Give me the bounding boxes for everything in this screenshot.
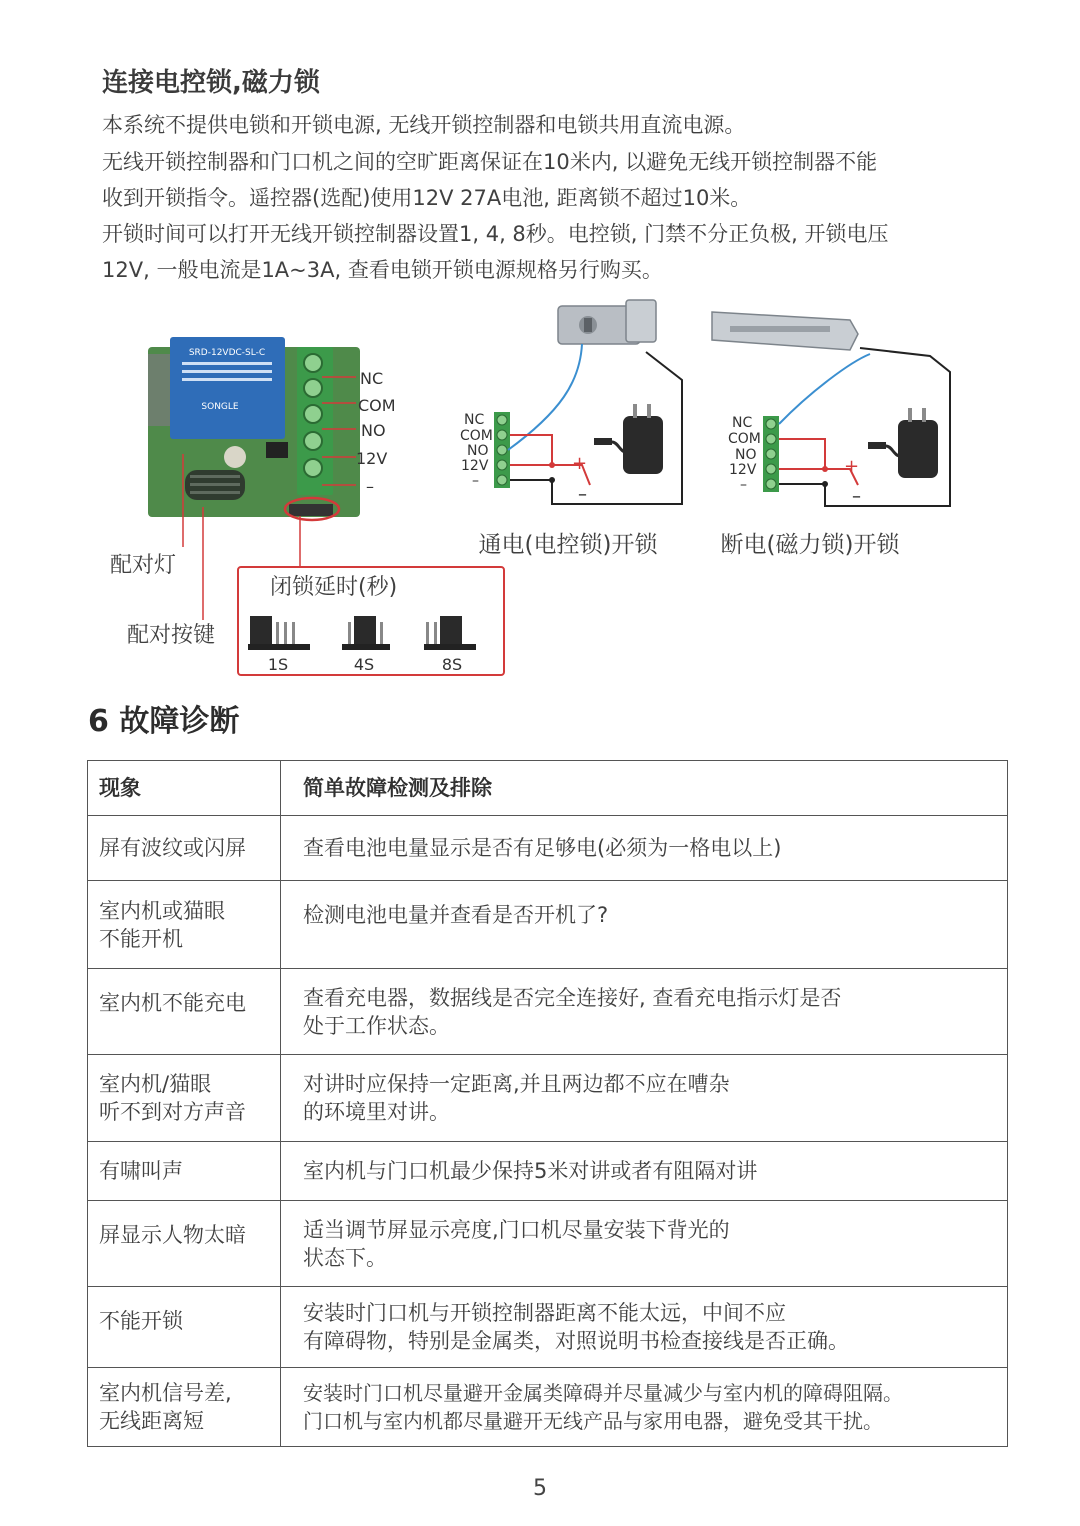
plus-sign: + bbox=[844, 456, 860, 477]
solution-cell bbox=[281, 969, 1008, 1055]
small-terminal-label: COM bbox=[460, 428, 493, 444]
power-adapter-icon bbox=[868, 408, 938, 478]
solution-cell bbox=[281, 816, 1008, 881]
capacitor-icon bbox=[224, 446, 246, 468]
solution-cell bbox=[281, 1287, 1008, 1368]
cell-line: 室内机不能充电 bbox=[99, 991, 246, 1015]
small-terminal-label: 12V bbox=[461, 458, 489, 474]
cell-line: 室内机与门口机最少保持5米对讲或者有阻隔对讲 bbox=[303, 1159, 758, 1183]
cell-line: 安装时门口机与开锁控制器距离不能太远，中间不应 bbox=[303, 1301, 786, 1325]
paragraph-line: 收到开锁指令。遥控器(选配)使用12V 27A电池, 距离锁不超过10米。 bbox=[102, 186, 752, 210]
cell-line: 对讲时应保持一定距离,并且两边都不应在嘈杂 bbox=[303, 1072, 730, 1096]
symptom-cell bbox=[88, 1368, 281, 1447]
paragraph-line: 开锁时间可以打开无线开锁控制器设置1, 4, 8秒。电控锁, 门禁不分正负极, 开锁电压 bbox=[102, 222, 889, 246]
small-terminal-label: COM bbox=[728, 431, 761, 447]
table-header-row bbox=[88, 761, 1008, 816]
cell-line: 处于工作状态。 bbox=[303, 1013, 450, 1038]
cell-line: 听不到对方声音 bbox=[99, 1100, 246, 1124]
small-terminal-label: NO bbox=[467, 443, 489, 459]
cell-line: 的环境里对讲。 bbox=[303, 1100, 450, 1124]
cell-line: 不能开锁 bbox=[99, 1309, 183, 1333]
table-row bbox=[88, 1201, 1008, 1287]
table-row bbox=[88, 1142, 1008, 1201]
minus-sign: – bbox=[852, 486, 861, 507]
symptom-cell bbox=[88, 969, 281, 1055]
pairing-light-label: 配对灯 bbox=[110, 553, 177, 578]
wiring-diagram bbox=[90, 292, 1010, 684]
jumper-label-8s: 8S bbox=[441, 655, 463, 674]
terminal-label-12v: 12V bbox=[356, 449, 388, 468]
column-header-solution: 简单故障检测及排除 bbox=[281, 761, 1008, 816]
cell-line: 有啸叫声 bbox=[99, 1159, 183, 1183]
cell-line: 安装时门口机尽量避开金属类障碍并尽量减少与室内机的障碍阻隔。 bbox=[303, 1381, 903, 1405]
wire-blue bbox=[779, 354, 870, 424]
solution-cell bbox=[281, 1368, 1008, 1447]
magnetic-lock-icon bbox=[712, 312, 858, 350]
table-row bbox=[88, 881, 1008, 969]
table-row bbox=[88, 1287, 1008, 1368]
magnetic-lock-caption: 断电(磁力锁)开锁 bbox=[720, 532, 900, 558]
small-terminal-label: NC bbox=[464, 412, 485, 428]
jumper-4s-icon bbox=[342, 616, 390, 650]
solution-cell bbox=[281, 881, 1008, 969]
small-terminal-block bbox=[494, 412, 510, 488]
jumper-8s-icon bbox=[424, 616, 476, 650]
cell-line: 查看电池电量显示是否有足够电(必须为一格电以上) bbox=[303, 836, 782, 860]
small-terminal-label: NC bbox=[732, 415, 753, 431]
jumper-1s-icon bbox=[248, 616, 310, 650]
solution-cell bbox=[281, 1142, 1008, 1201]
chapter-title: 6 故障诊断 bbox=[88, 704, 240, 739]
jumper-label-1s: 1S bbox=[267, 655, 289, 674]
terminal-label-com: COM bbox=[358, 396, 396, 415]
power-adapter-icon bbox=[594, 404, 663, 474]
electric-lock-icon bbox=[558, 300, 656, 344]
jumper-pins bbox=[289, 504, 333, 516]
cell-line: 室内机/猫眼 bbox=[99, 1072, 212, 1096]
relay-brand-text: SONGLE bbox=[201, 402, 239, 412]
symptom-cell bbox=[88, 816, 281, 881]
small-terminal-block bbox=[763, 416, 779, 492]
column-header-symptom: 现象 bbox=[88, 761, 281, 816]
fault-diagnosis-table bbox=[87, 760, 1008, 1447]
paragraph-line: 本系统不提供电锁和开锁电源, 无线开锁控制器和电锁共用直流电源。 bbox=[102, 113, 746, 137]
terminal-label-minus: – bbox=[366, 477, 374, 496]
small-terminal-label: NO bbox=[735, 447, 757, 463]
paragraph-line: 12V, 一般电流是1A~3A, 查看电锁开锁电源规格另行购买。 bbox=[102, 258, 663, 282]
minus-sign: – bbox=[578, 484, 587, 505]
table-row bbox=[88, 816, 1008, 881]
cell-line: 门口机与室内机都尽量避开无线产品与家用电器，避免受其干扰。 bbox=[303, 1409, 883, 1433]
plus-sign: + bbox=[572, 453, 588, 474]
page-number: 5 bbox=[533, 1476, 547, 1501]
cell-line: 不能开机 bbox=[99, 926, 183, 951]
section-title: 连接电控锁,磁力锁 bbox=[102, 68, 320, 98]
terminal-label-no: NO bbox=[361, 421, 386, 440]
small-terminal-label: – bbox=[472, 473, 479, 489]
cell-line: 室内机信号差, bbox=[99, 1381, 232, 1405]
electric-lock-caption: 通电(电控锁)开锁 bbox=[478, 532, 658, 558]
terminal-label-nc: NC bbox=[360, 369, 384, 388]
small-terminal-label: 12V bbox=[729, 462, 757, 478]
delay-box-title: 闭锁延时(秒) bbox=[270, 575, 398, 600]
cell-line: 屏显示人物太暗 bbox=[99, 1223, 246, 1247]
solution-cell bbox=[281, 1055, 1008, 1142]
table-row bbox=[88, 969, 1008, 1055]
paragraph-line: 无线开锁控制器和门口机之间的空旷距离保证在10米内, 以避免无线开锁控制器不能 bbox=[102, 150, 878, 174]
cell-line: 状态下。 bbox=[303, 1245, 387, 1270]
jumper-label-4s: 4S bbox=[353, 655, 375, 674]
symptom-cell bbox=[88, 1201, 281, 1287]
cell-line: 检测电池电量并查看是否开机了? bbox=[303, 903, 609, 927]
pairing-button-label: 配对按键 bbox=[127, 623, 216, 648]
cell-line: 室内机或猫眼 bbox=[99, 898, 225, 923]
cell-line: 屏有波纹或闪屏 bbox=[99, 836, 246, 860]
cell-line: 适当调节屏显示亮度,门口机尽量安装下背光的 bbox=[303, 1217, 730, 1242]
symptom-cell bbox=[88, 1142, 281, 1201]
relay-marking-text: SRD-12VDC-SL-C bbox=[188, 348, 266, 358]
table-row bbox=[88, 1055, 1008, 1142]
solution-cell bbox=[281, 1201, 1008, 1287]
cell-line: 查看充电器，数据线是否完全连接好, 查看充电指示灯是否 bbox=[303, 985, 842, 1010]
cell-line: 有障碍物，特别是金属类，对照说明书检查接线是否正确。 bbox=[303, 1329, 849, 1353]
table-row bbox=[88, 1368, 1008, 1447]
symptom-cell bbox=[88, 881, 281, 969]
symptom-cell bbox=[88, 1287, 281, 1368]
cell-line: 无线距离短 bbox=[99, 1409, 204, 1433]
small-terminal-label: – bbox=[740, 477, 747, 493]
symptom-cell bbox=[88, 1055, 281, 1142]
